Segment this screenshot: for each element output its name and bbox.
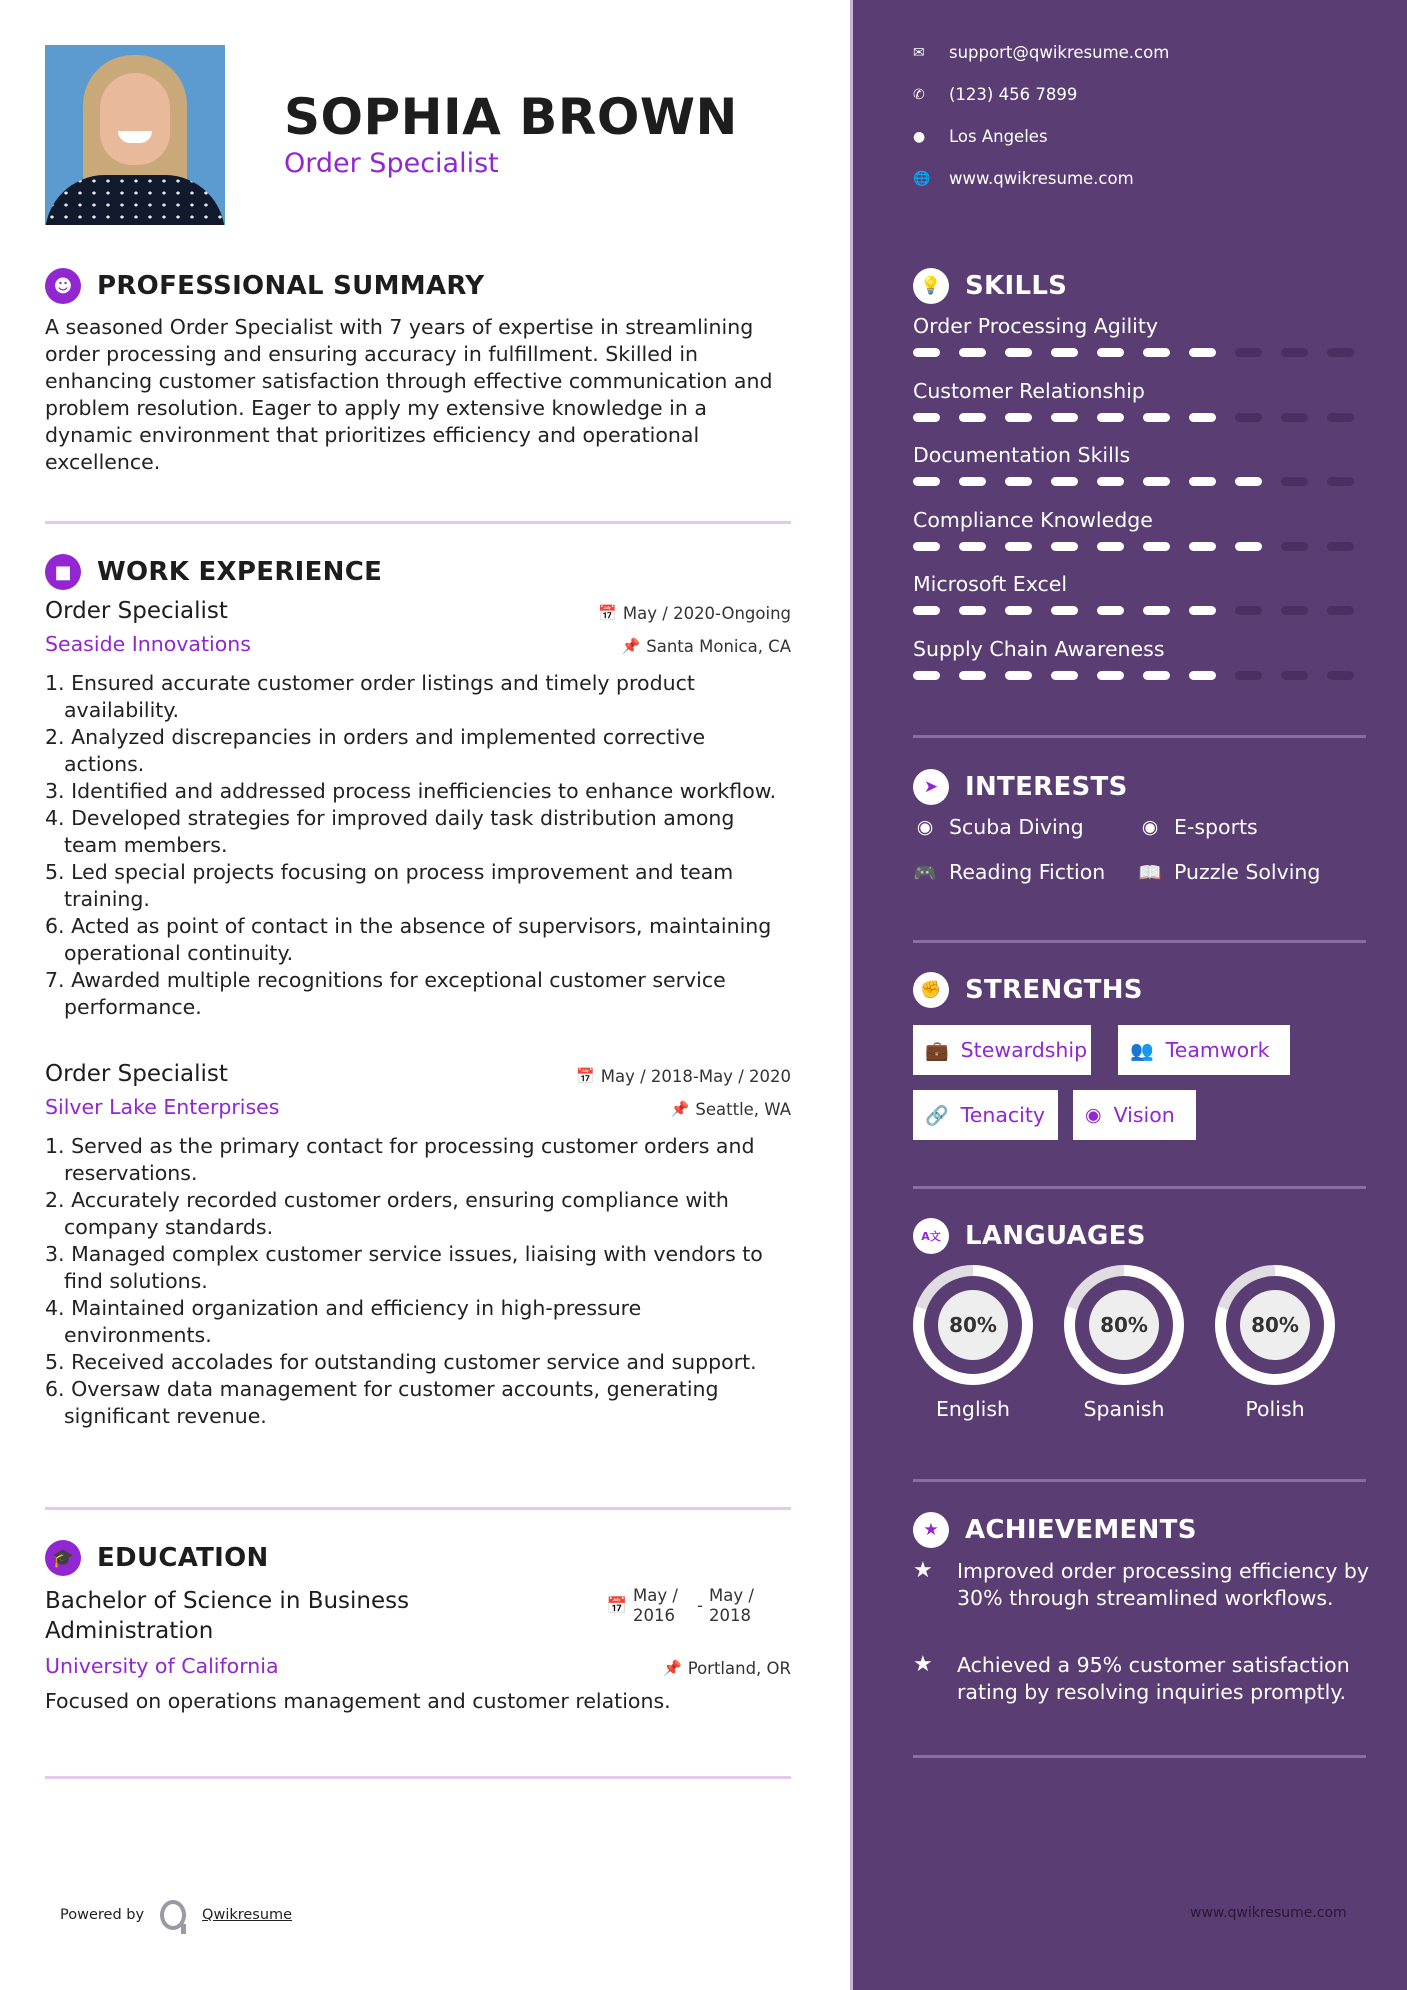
fist-icon: ✊ bbox=[913, 972, 949, 1008]
achievement-item: ★ Improved order processing efficiency by 30% through streamlined workflows. bbox=[913, 1558, 1370, 1610]
skill-name: Supply Chain Awareness bbox=[913, 636, 1165, 661]
list-item: 1. Served as the primary contact for processing customer orders and reservations. bbox=[45, 1134, 755, 1185]
summary-text: A seasoned Order Specialist with 7 years of expertise in streamlining order processing and ensuring accuracy in fulfillment. Skilled in enhancing customer satisfaction through effective communication and problem resolution. Eager to apply my extensive knowledge in a dynamic environment that prioritizes efficiency and operational excellence. bbox=[45, 315, 773, 474]
phone-icon: ✆ bbox=[913, 86, 925, 103]
skill-item bbox=[913, 572, 1373, 615]
globe-icon: 🌐 bbox=[913, 170, 931, 187]
degree: Bachelor of Science in Business Administration bbox=[45, 1588, 410, 1644]
book-icon: 📖 bbox=[1138, 861, 1162, 884]
education-location: 📌 Portland, OR bbox=[663, 1658, 791, 1678]
job-bullets bbox=[45, 1133, 791, 1430]
skill-name: Compliance Knowledge bbox=[913, 507, 1153, 532]
list-item: 6. Acted as point of contact in the absence of supervisors, maintaining operational continuity. bbox=[45, 914, 772, 965]
pushpin-icon: 📌 bbox=[663, 1659, 682, 1677]
section-divider bbox=[913, 940, 1366, 943]
school: University of California bbox=[45, 1654, 279, 1678]
language-progress-ring: 80% bbox=[913, 1265, 1033, 1385]
skill-name: Microsoft Excel bbox=[913, 572, 1068, 596]
strength-tag: 💼 Stewardship bbox=[913, 1025, 1091, 1075]
pushpin-icon: 📌 bbox=[670, 1100, 690, 1118]
profile-photo bbox=[45, 45, 225, 225]
list-item: 3. Managed complex customer service issues, liaising with vendors to find solutions. bbox=[45, 1242, 763, 1293]
education-entry bbox=[45, 1586, 791, 1715]
graduate-icon: 🎓 bbox=[45, 1540, 81, 1576]
shooting-star-icon: ★ bbox=[913, 1652, 933, 1677]
star-icon: ★ bbox=[913, 1512, 949, 1548]
skill-name: Order Processing Agility bbox=[913, 314, 1159, 338]
paper-plane-icon: ➤ bbox=[913, 769, 949, 805]
skill-level-bar bbox=[913, 477, 1373, 486]
languages-heading: A文 LANGUAGES bbox=[913, 1218, 1146, 1254]
job-location: 📌 Seattle, WA bbox=[670, 1099, 791, 1119]
list-item: 4. Maintained organization and efficiency in high-pressure environments. bbox=[45, 1296, 642, 1347]
briefcase-icon: 💼 bbox=[925, 1039, 949, 1062]
calendar-icon: 📅 bbox=[606, 1596, 628, 1615]
skill-level-bar bbox=[913, 671, 1373, 680]
binoculars-icon: ◉ bbox=[1085, 1104, 1102, 1126]
calendar-icon: 📅 bbox=[576, 1067, 595, 1085]
section-divider bbox=[45, 521, 791, 524]
strength-tag: 🔗 Tenacity bbox=[913, 1090, 1058, 1140]
job-dates: 📅 May / 2020-Ongoing bbox=[598, 603, 791, 623]
contact-location: ● Los Angeles bbox=[913, 127, 1048, 146]
skill-item bbox=[913, 443, 1373, 486]
shooting-star-icon: ★ bbox=[913, 1558, 933, 1583]
lifebuoy-icon: ◉ bbox=[916, 816, 934, 838]
interest-item: ◉ Scuba Diving bbox=[913, 815, 1084, 839]
list-item: 3. Identified and addressed process inefficiencies to enhance workflow. bbox=[45, 779, 777, 803]
job-title: Order Specialist bbox=[45, 598, 228, 624]
experience-heading: ■ WORK EXPERIENCE bbox=[45, 554, 382, 590]
skill-item bbox=[913, 379, 1373, 422]
language-item: 80% Spanish bbox=[1062, 1265, 1186, 1421]
link-icon: 🔗 bbox=[925, 1104, 949, 1127]
interest-item: 📖 Puzzle Solving bbox=[1138, 860, 1321, 884]
job-bullets bbox=[45, 670, 791, 1021]
lightbulb-icon: 💡 bbox=[913, 268, 949, 304]
section-divider bbox=[913, 1479, 1366, 1482]
language-progress-ring: 80% bbox=[1215, 1265, 1335, 1385]
office-chair-icon: ■ bbox=[45, 554, 81, 590]
sidebar bbox=[850, 0, 1407, 1990]
list-item: 1. Ensured accurate customer order listings and timely product availability. bbox=[45, 671, 695, 722]
skill-item bbox=[913, 508, 1373, 551]
map-pin-icon: ● bbox=[913, 128, 926, 145]
skill-level-bar bbox=[913, 413, 1373, 422]
skill-level-bar bbox=[913, 606, 1373, 615]
qwikresume-logo-icon bbox=[160, 1900, 186, 1930]
skill-name: Documentation Skills bbox=[913, 443, 1131, 467]
achievement-item: ★ Achieved a 95% customer satisfaction rating by resolving inquiries promptly. bbox=[913, 1652, 1350, 1704]
contact-website[interactable]: 🌐 www.qwikresume.com bbox=[913, 169, 1134, 188]
education-dates: 📅 May / 2016 - May / 2018 bbox=[606, 1586, 754, 1625]
user-icon: ☻ bbox=[45, 268, 81, 304]
job-company: Seaside Innovations bbox=[45, 632, 251, 656]
education-description: Focused on operations management and customer relations. bbox=[45, 1689, 671, 1713]
section-divider bbox=[913, 735, 1366, 738]
skill-name: Customer Relationship bbox=[913, 378, 1145, 403]
strength-tag: ◉ Vision bbox=[1073, 1090, 1196, 1140]
section-divider bbox=[45, 1507, 791, 1510]
section-divider bbox=[913, 1186, 1366, 1189]
list-item: 7. Awarded multiple recognitions for exceptional customer service performance. bbox=[45, 968, 726, 1019]
strengths-heading: ✊ STRENGTHS bbox=[913, 972, 1143, 1008]
translate-icon: A文 bbox=[913, 1218, 949, 1254]
candidate-name: SOPHIA BROWN bbox=[284, 88, 738, 146]
education-heading: 🎓 EDUCATION bbox=[45, 1540, 269, 1576]
footer-website: www.qwikresume.com bbox=[1190, 1905, 1347, 1921]
job-entry bbox=[45, 1061, 791, 1430]
skill-item bbox=[913, 637, 1373, 680]
skills-heading: 💡 SKILLS bbox=[913, 268, 1067, 304]
summary-heading: ☻ PROFESSIONAL SUMMARY bbox=[45, 268, 484, 304]
skill-level-bar bbox=[913, 542, 1373, 551]
achievements-heading: ★ ACHIEVEMENTS bbox=[913, 1512, 1197, 1548]
job-title: Order Specialist bbox=[45, 1061, 228, 1087]
language-progress-ring: 80% bbox=[1064, 1265, 1184, 1385]
qwikresume-link[interactable]: Qwikresume bbox=[202, 1907, 293, 1923]
list-item: 5. Led special projects focusing on process improvement and team training. bbox=[45, 860, 734, 911]
strength-tag: 👥 Teamwork bbox=[1118, 1025, 1290, 1075]
language-item: 80% English bbox=[911, 1265, 1035, 1421]
list-item: 2. Accurately recorded customer orders, ensuring compliance with company standards. bbox=[45, 1188, 729, 1239]
job-entry bbox=[45, 598, 791, 1021]
envelope-icon: ✉ bbox=[913, 44, 925, 61]
list-item: 4. Developed strategies for improved daily task distribution among team members. bbox=[45, 806, 735, 857]
gamepad-icon: 🎮 bbox=[913, 861, 937, 884]
section-divider bbox=[45, 1776, 791, 1779]
job-company: Silver Lake Enterprises bbox=[45, 1095, 280, 1119]
calendar-icon: 📅 bbox=[598, 604, 617, 622]
users-icon: 👥 bbox=[1130, 1039, 1154, 1062]
interest-item: 🎮 Reading Fiction bbox=[913, 860, 1106, 884]
list-item: 5. Received accolades for outstanding customer service and support. bbox=[45, 1350, 757, 1374]
interests-heading: ➤ INTERESTS bbox=[913, 769, 1128, 805]
skill-item bbox=[913, 314, 1373, 357]
language-item: 80% Polish bbox=[1213, 1265, 1337, 1421]
list-item: 2. Analyzed discrepancies in orders and implemented corrective actions. bbox=[45, 725, 706, 776]
pushpin-icon: 📌 bbox=[621, 637, 641, 655]
list-item: 6. Oversaw data management for customer accounts, generating significant revenue. bbox=[45, 1377, 719, 1428]
contact-phone[interactable]: ✆ (123) 456 7899 bbox=[913, 85, 1078, 104]
job-dates: 📅 May / 2018-May / 2020 bbox=[576, 1066, 791, 1086]
candidate-title: Order Specialist bbox=[284, 148, 499, 179]
interest-item: ◉ E-sports bbox=[1138, 815, 1258, 839]
job-location: 📌 Santa Monica, CA bbox=[621, 636, 791, 656]
powered-by: Powered by Qwikresume bbox=[60, 1900, 292, 1930]
lifebuoy-icon: ◉ bbox=[1141, 816, 1159, 838]
skill-level-bar bbox=[913, 348, 1373, 357]
contact-email[interactable]: ✉ support@qwikresume.com bbox=[913, 43, 1170, 62]
section-divider bbox=[913, 1755, 1366, 1758]
